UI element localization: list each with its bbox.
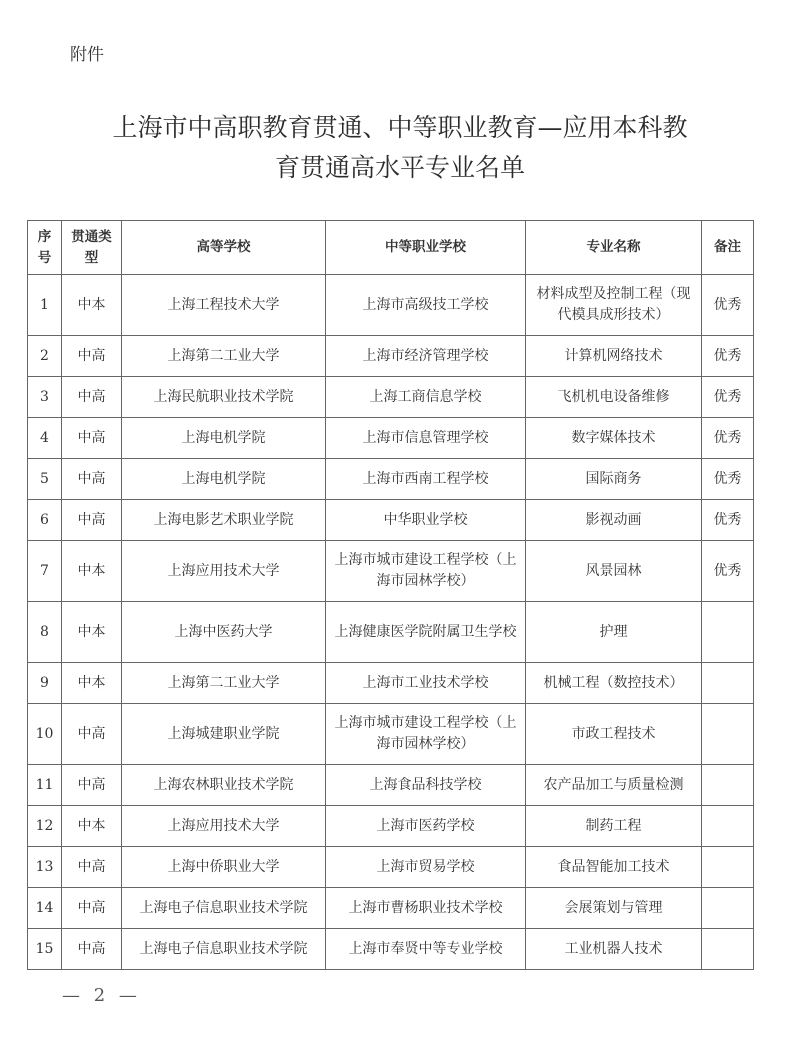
cell-type: 中高 xyxy=(62,336,122,377)
cell-school: 上海健康医学院附属卫生学校 xyxy=(326,602,526,663)
cell-college: 上海城建职业学院 xyxy=(122,704,326,765)
cell-major: 风景园林 xyxy=(526,541,702,602)
cell-type: 中高 xyxy=(62,500,122,541)
cell-type: 中高 xyxy=(62,704,122,765)
cell-note xyxy=(702,806,754,847)
cell-major: 市政工程技术 xyxy=(526,704,702,765)
table-row xyxy=(28,418,754,459)
table-row xyxy=(28,377,754,418)
table-row xyxy=(28,765,754,806)
cell-seq: 12 xyxy=(28,806,62,847)
cell-note: 优秀 xyxy=(702,459,754,500)
cell-school: 上海市西南工程学校 xyxy=(326,459,526,500)
cell-note xyxy=(702,602,754,663)
table-row xyxy=(28,602,754,663)
cell-type: 中本 xyxy=(62,602,122,663)
header-college: 高等学校 xyxy=(122,221,326,275)
cell-college: 上海第二工业大学 xyxy=(122,336,326,377)
cell-school: 上海市高级技工学校 xyxy=(326,275,526,336)
cell-school: 上海市曹杨职业技术学校 xyxy=(326,888,526,929)
cell-major: 会展策划与管理 xyxy=(526,888,702,929)
cell-seq: 7 xyxy=(28,541,62,602)
cell-college: 上海应用技术大学 xyxy=(122,541,326,602)
cell-note: 优秀 xyxy=(702,275,754,336)
header-school: 中等职业学校 xyxy=(326,221,526,275)
cell-note: 优秀 xyxy=(702,500,754,541)
cell-major: 飞机机电设备维修 xyxy=(526,377,702,418)
header-note: 备注 xyxy=(702,221,754,275)
table-row xyxy=(28,929,754,970)
table-row xyxy=(28,847,754,888)
cell-college: 上海电子信息职业技术学院 xyxy=(122,888,326,929)
cell-school: 上海市信息管理学校 xyxy=(326,418,526,459)
cell-type: 中高 xyxy=(62,377,122,418)
cell-school: 上海市城市建设工程学校（上海市园林学校） xyxy=(326,541,526,602)
cell-note xyxy=(702,765,754,806)
cell-type: 中高 xyxy=(62,459,122,500)
table-header-row xyxy=(28,221,754,275)
table-row xyxy=(28,336,754,377)
cell-college: 上海电子信息职业技术学院 xyxy=(122,929,326,970)
cell-major: 影视动画 xyxy=(526,500,702,541)
cell-type: 中高 xyxy=(62,888,122,929)
cell-type: 中本 xyxy=(62,806,122,847)
cell-major: 计算机网络技术 xyxy=(526,336,702,377)
cell-seq: 14 xyxy=(28,888,62,929)
program-list-table xyxy=(27,220,754,970)
cell-seq: 6 xyxy=(28,500,62,541)
cell-note xyxy=(702,929,754,970)
cell-seq: 10 xyxy=(28,704,62,765)
cell-school: 中华职业学校 xyxy=(326,500,526,541)
cell-college: 上海应用技术大学 xyxy=(122,806,326,847)
table-row xyxy=(28,806,754,847)
cell-school: 上海市城市建设工程学校（上海市园林学校） xyxy=(326,704,526,765)
cell-school: 上海食品科技学校 xyxy=(326,765,526,806)
cell-seq: 15 xyxy=(28,929,62,970)
cell-major: 数字媒体技术 xyxy=(526,418,702,459)
title-line-2: 育贯通高水平专业名单 xyxy=(274,153,525,182)
header-major: 专业名称 xyxy=(526,221,702,275)
cell-college: 上海电影艺术职业学院 xyxy=(122,500,326,541)
cell-note xyxy=(702,704,754,765)
cell-school: 上海市工业技术学校 xyxy=(326,663,526,704)
cell-school: 上海市奉贤中等专业学校 xyxy=(326,929,526,970)
cell-college: 上海第二工业大学 xyxy=(122,663,326,704)
cell-type: 中高 xyxy=(62,929,122,970)
cell-major: 制药工程 xyxy=(526,806,702,847)
cell-note xyxy=(702,888,754,929)
cell-school: 上海市经济管理学校 xyxy=(326,336,526,377)
cell-school: 上海工商信息学校 xyxy=(326,377,526,418)
cell-type: 中本 xyxy=(62,541,122,602)
cell-note xyxy=(702,847,754,888)
cell-seq: 8 xyxy=(28,602,62,663)
cell-seq: 4 xyxy=(28,418,62,459)
header-seq: 序号 xyxy=(28,221,62,275)
page-number: — 2 — xyxy=(62,985,141,1006)
table-row xyxy=(28,500,754,541)
cell-college: 上海农林职业技术学院 xyxy=(122,765,326,806)
cell-note xyxy=(702,663,754,704)
cell-type: 中高 xyxy=(62,847,122,888)
cell-major: 材料成型及控制工程（现代模具成形技术） xyxy=(526,275,702,336)
cell-seq: 1 xyxy=(28,275,62,336)
cell-type: 中本 xyxy=(62,275,122,336)
cell-note: 优秀 xyxy=(702,336,754,377)
cell-major: 护理 xyxy=(526,602,702,663)
title-line-1: 上海市中高职教育贯通、中等职业教育—应用本科教 xyxy=(112,113,688,142)
table-row xyxy=(28,459,754,500)
table-row xyxy=(28,663,754,704)
cell-type: 中本 xyxy=(62,663,122,704)
cell-college: 上海电机学院 xyxy=(122,418,326,459)
attachment-label: 附件 xyxy=(70,45,104,65)
cell-note: 优秀 xyxy=(702,377,754,418)
table-row xyxy=(28,704,754,765)
cell-major: 机械工程（数控技术） xyxy=(526,663,702,704)
cell-college: 上海工程技术大学 xyxy=(122,275,326,336)
cell-major: 工业机器人技术 xyxy=(526,929,702,970)
cell-school: 上海市贸易学校 xyxy=(326,847,526,888)
header-type: 贯通类型 xyxy=(62,221,122,275)
cell-school: 上海市医药学校 xyxy=(326,806,526,847)
cell-seq: 13 xyxy=(28,847,62,888)
cell-college: 上海民航职业技术学院 xyxy=(122,377,326,418)
cell-type: 中高 xyxy=(62,418,122,459)
cell-college: 上海中侨职业大学 xyxy=(122,847,326,888)
cell-seq: 9 xyxy=(28,663,62,704)
cell-college: 上海中医药大学 xyxy=(122,602,326,663)
cell-seq: 11 xyxy=(28,765,62,806)
document-title xyxy=(0,108,800,188)
cell-major: 食品智能加工技术 xyxy=(526,847,702,888)
table-row xyxy=(28,541,754,602)
table-row xyxy=(28,888,754,929)
table-body xyxy=(28,275,754,970)
cell-college: 上海电机学院 xyxy=(122,459,326,500)
cell-note: 优秀 xyxy=(702,541,754,602)
cell-seq: 2 xyxy=(28,336,62,377)
cell-major: 农产品加工与质量检测 xyxy=(526,765,702,806)
table-row xyxy=(28,275,754,336)
cell-type: 中高 xyxy=(62,765,122,806)
cell-seq: 5 xyxy=(28,459,62,500)
cell-major: 国际商务 xyxy=(526,459,702,500)
cell-seq: 3 xyxy=(28,377,62,418)
cell-note: 优秀 xyxy=(702,418,754,459)
